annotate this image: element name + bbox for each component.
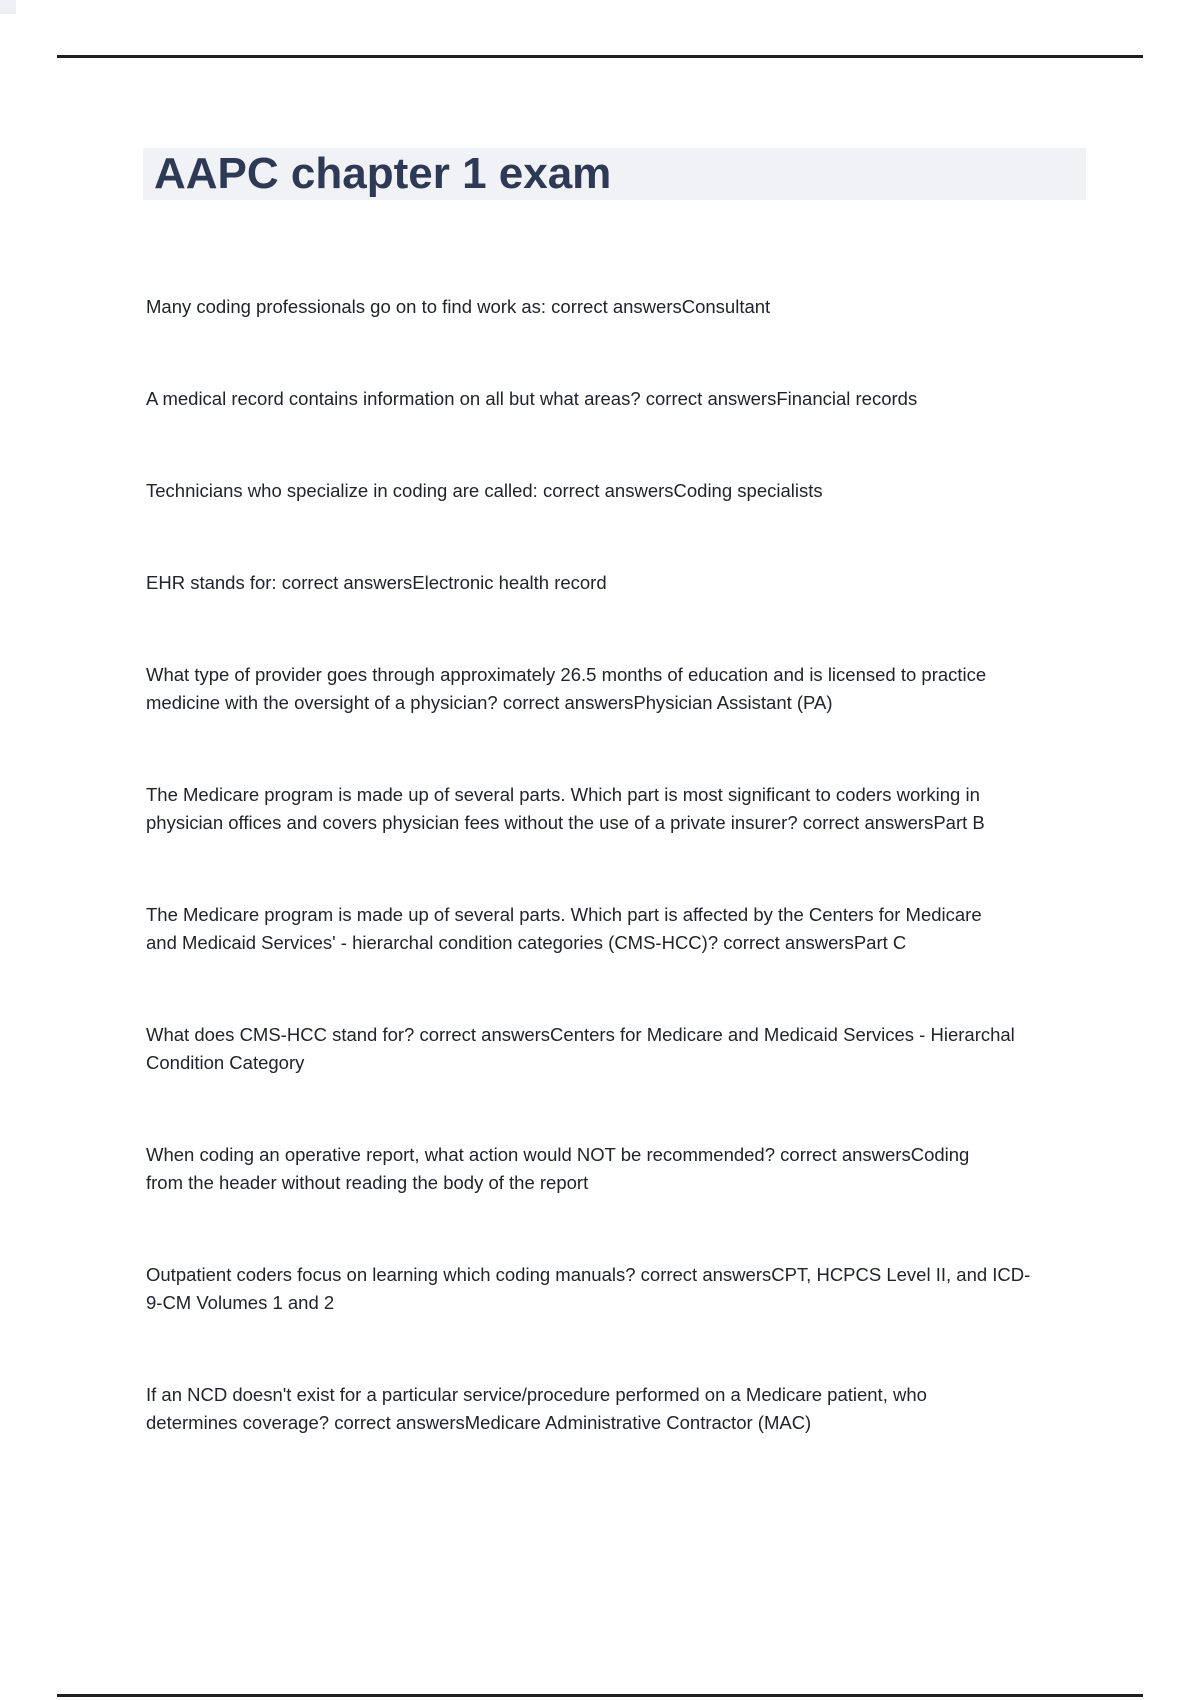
- qa-line: Many coding professionals go on to find work as: correct answersConsultant: [146, 296, 771, 317]
- qa-line: 9-CM Volumes 1 and 2: [146, 1292, 335, 1313]
- title-highlight-band: [143, 148, 1086, 200]
- qa-paragraph: [146, 1261, 1068, 1317]
- qa-line: medicine with the oversight of a physician? correct answersPhysician Assistant (PA): [146, 692, 833, 713]
- qa-line: The Medicare program is made up of several parts. Which part is most significant to coders working in: [146, 784, 980, 805]
- qa-list: [146, 293, 1068, 1501]
- bottom-rule: [57, 1694, 1143, 1697]
- qa-line: Condition Category: [146, 1052, 305, 1073]
- qa-paragraph: [146, 1141, 1068, 1197]
- qa-paragraph: [146, 781, 1068, 837]
- qa-line: determines coverage? correct answersMedicare Administrative Contractor (MAC): [146, 1412, 812, 1433]
- qa-paragraph: [146, 1381, 1068, 1437]
- page-title: AAPC chapter 1 exam: [154, 149, 612, 198]
- qa-line: physician offices and covers physician fees without the use of a private insurer? correct answersPart B: [146, 812, 985, 833]
- qa-line: What does CMS-HCC stand for? correct answersCenters for Medicare and Medicaid Services - Hierarchal: [146, 1024, 1015, 1045]
- qa-paragraph: [146, 661, 1068, 717]
- qa-paragraph: [146, 477, 1068, 505]
- qa-line: from the header without reading the body of the report: [146, 1172, 589, 1193]
- qa-line: What type of provider goes through approximately 26.5 months of education and is licensed to practice: [146, 664, 987, 685]
- qa-line: Outpatient coders focus on learning which coding manuals? correct answersCPT, HCPCS Level II, and ICD-: [146, 1264, 1031, 1285]
- qa-line: and Medicaid Services' - hierarchal condition categories (CMS-HCC)? correct answersPart C: [146, 932, 907, 953]
- qa-paragraph: [146, 293, 1068, 321]
- corner-artifact: [0, 0, 16, 14]
- qa-paragraph: [146, 569, 1068, 597]
- qa-line: EHR stands for: correct answersElectronic health record: [146, 572, 607, 593]
- qa-paragraph: [146, 901, 1068, 957]
- qa-line: When coding an operative report, what action would NOT be recommended? correct answersCoding: [146, 1144, 970, 1165]
- qa-paragraph: [146, 1021, 1068, 1077]
- qa-line: Technicians who specialize in coding are called: correct answersCoding specialists: [146, 480, 823, 501]
- qa-line: A medical record contains information on all but what areas? correct answersFinancial records: [146, 388, 918, 409]
- qa-paragraph: [146, 385, 1068, 413]
- top-rule: [57, 55, 1143, 58]
- qa-line: If an NCD doesn't exist for a particular service/procedure performed on a Medicare patient, who: [146, 1384, 927, 1405]
- qa-line: The Medicare program is made up of several parts. Which part is affected by the Centers for Medicare: [146, 904, 982, 925]
